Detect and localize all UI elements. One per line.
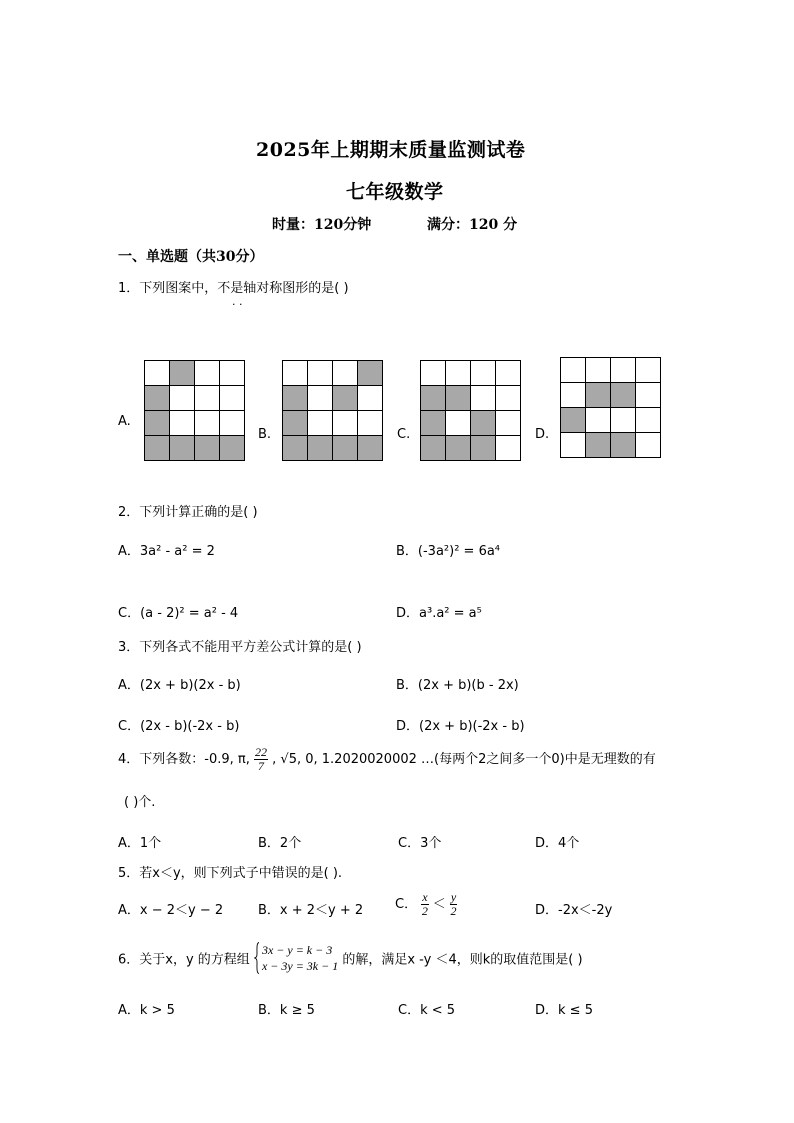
q2-option-b: B．(-3a²)² = 6a⁴ xyxy=(396,544,501,559)
question-6-stem xyxy=(118,942,583,974)
q3-option-c: C．(2x - b)(-2x - b) xyxy=(118,719,240,734)
fraction-x-2 xyxy=(421,891,428,918)
fraction-22-7 xyxy=(254,746,268,773)
grid-cell-shaded xyxy=(283,386,308,411)
grid-cell-shaded xyxy=(421,411,446,436)
grid-cell-empty xyxy=(170,411,195,436)
q1-option-b-label: B. xyxy=(258,427,272,442)
q2-option-d: D．a³.a² = a⁵ xyxy=(396,606,482,621)
grid-cell-empty xyxy=(308,361,333,386)
q1-option-b-grid xyxy=(282,360,383,461)
grid-cell-empty xyxy=(145,361,170,386)
grid-cell-empty xyxy=(195,361,220,386)
q6-option-b: B．k ≥ 5 xyxy=(258,1003,315,1018)
grid-cell-shaded xyxy=(421,436,446,461)
q3-option-d: D．(2x + b)(-2x - b) xyxy=(396,719,525,734)
grid-cell-empty xyxy=(446,361,471,386)
grid-cell-empty xyxy=(195,386,220,411)
q1-option-c-grid xyxy=(420,360,521,461)
grid-cell-empty xyxy=(496,361,521,386)
grid-cell-empty xyxy=(333,361,358,386)
grid-cell-empty xyxy=(358,411,383,436)
grid-cell-empty xyxy=(636,383,661,408)
grid-cell-empty xyxy=(611,358,636,383)
fraction-denominator: 7 xyxy=(258,759,265,773)
grid-cell-shaded xyxy=(333,386,358,411)
grid-cell-shaded xyxy=(170,436,195,461)
page-title: 2025年上期期末质量监测试卷 xyxy=(256,139,526,161)
grid-cell-empty xyxy=(170,386,195,411)
q2-option-c: C．(a - 2)² = a² - 4 xyxy=(118,606,239,621)
q1-option-d-label: D. xyxy=(535,427,550,442)
grid-cell-empty xyxy=(611,408,636,433)
question-4-stem xyxy=(118,746,656,773)
q5-option-a: A．x − 2＜y − 2 xyxy=(118,903,224,918)
q1-option-c-label: C. xyxy=(397,427,411,442)
grid-cell-shaded xyxy=(358,436,383,461)
q4-option-a: A．1个 xyxy=(118,836,162,851)
grid-cell-shaded xyxy=(145,411,170,436)
q4-stem-post: , √5, 0, 1.2020020002 …(每两个2之间多一个0)中是无理数的有 xyxy=(272,752,656,767)
grid-cell-empty xyxy=(586,408,611,433)
grid-cell-shaded xyxy=(611,383,636,408)
grid-cell-shaded xyxy=(611,433,636,458)
grid-cell-shaded xyxy=(471,411,496,436)
q3-option-b: B．(2x + b)(b - 2x) xyxy=(396,678,519,693)
exam-time: 时量：120分钟 xyxy=(272,217,372,233)
q4-option-b: B．2个 xyxy=(258,836,302,851)
question-2-stem: 2．下列计算正确的是( ) xyxy=(118,505,258,520)
grid-cell-shaded xyxy=(195,436,220,461)
grid-cell-empty xyxy=(636,433,661,458)
grid-cell-shaded xyxy=(333,436,358,461)
q4-stem-pre: 4．下列各数：-0.9, π, xyxy=(118,752,250,767)
grid-cell-shaded xyxy=(308,436,333,461)
grid-cell-shaded xyxy=(561,408,586,433)
q1-option-d-grid xyxy=(560,357,661,458)
grid-cell-shaded xyxy=(358,361,383,386)
grid-cell-empty xyxy=(446,411,471,436)
grid-cell-shaded xyxy=(471,436,496,461)
grid-cell-empty xyxy=(496,386,521,411)
section-heading: 一、单选题（共30分） xyxy=(118,249,264,265)
q3-option-a: A．(2x + b)(2x - b) xyxy=(118,678,241,693)
q6-stem-post: 的解，满足x -y ＜4，则k的取值范围是( ) xyxy=(342,952,583,968)
grid-cell-shaded xyxy=(170,361,195,386)
question-1-stem: 1．下列图案中，不是轴对称图形的是( ) xyxy=(118,281,349,296)
grid-cell-shaded xyxy=(586,383,611,408)
grid-cell-empty xyxy=(586,358,611,383)
grid-cell-shaded xyxy=(446,386,471,411)
fraction-denominator: 2 xyxy=(421,904,428,918)
page-subtitle: 七年级数学 xyxy=(346,181,444,203)
fraction-numerator: 22 xyxy=(255,745,268,759)
grid-cell-shaded xyxy=(283,436,308,461)
q6-option-d: D．k ≤ 5 xyxy=(535,1003,593,1018)
q5-option-c-label: C． xyxy=(395,897,418,912)
grid-cell-empty xyxy=(220,361,245,386)
q2-option-a: A．3a² - a² = 2 xyxy=(118,544,215,559)
grid-cell-shaded xyxy=(145,386,170,411)
grid-cell-empty xyxy=(561,358,586,383)
grid-cell-empty xyxy=(308,411,333,436)
grid-cell-empty xyxy=(283,361,308,386)
grid-cell-empty xyxy=(333,411,358,436)
fraction-numerator: x xyxy=(422,890,428,904)
question-3-stem: 3．下列各式不能用平方差公式计算的是( ) xyxy=(118,640,362,655)
left-brace-icon xyxy=(254,942,260,974)
less-than-sign: ＜ xyxy=(432,897,446,912)
grid-cell-shaded xyxy=(421,386,446,411)
equation-2: x − 3y = 3k − 1 xyxy=(261,959,339,973)
q5-option-b: B．x + 2＜y + 2 xyxy=(258,903,364,918)
grid-cell-empty xyxy=(496,411,521,436)
grid-cell-empty xyxy=(195,411,220,436)
grid-cell-shaded xyxy=(220,436,245,461)
q5-option-d: D．-2x＜-2y xyxy=(535,903,613,918)
equation-1: 3x − y = k − 3 xyxy=(261,943,333,957)
fraction-denominator: 2 xyxy=(450,904,457,918)
equation-system xyxy=(254,942,338,974)
fraction-y-2 xyxy=(450,891,457,918)
q6-stem-pre: 6．关于x，y 的方程组 xyxy=(118,952,250,968)
question-4-line2: ( )个. xyxy=(124,795,156,810)
grid-cell-empty xyxy=(358,386,383,411)
q4-option-c: C．3个 xyxy=(398,836,442,851)
grid-cell-empty xyxy=(471,361,496,386)
grid-cell-empty xyxy=(496,436,521,461)
grid-cell-empty xyxy=(636,358,661,383)
q6-option-c: C．k < 5 xyxy=(398,1003,456,1018)
emphasis-dots: · · xyxy=(232,298,243,311)
grid-cell-empty xyxy=(220,411,245,436)
grid-cell-empty xyxy=(220,386,245,411)
grid-cell-empty xyxy=(561,383,586,408)
grid-cell-shaded xyxy=(446,436,471,461)
grid-cell-empty xyxy=(561,433,586,458)
q1-option-a-label: A. xyxy=(118,414,131,429)
question-5-stem: 5．若x＜y，则下列式子中错误的是( ). xyxy=(118,866,343,881)
grid-cell-empty xyxy=(421,361,446,386)
q1-option-a-grid xyxy=(144,360,245,461)
grid-cell-shaded xyxy=(145,436,170,461)
grid-cell-shaded xyxy=(586,433,611,458)
fraction-numerator: y xyxy=(450,890,457,904)
grid-cell-empty xyxy=(636,408,661,433)
exam-score: 满分：120 分 xyxy=(427,217,518,233)
q5-option-c xyxy=(395,891,457,918)
q6-option-a: A．k > 5 xyxy=(118,1003,175,1018)
grid-cell-empty xyxy=(308,386,333,411)
grid-cell-empty xyxy=(471,386,496,411)
q4-option-d: D．4个 xyxy=(535,836,580,851)
grid-cell-shaded xyxy=(283,411,308,436)
